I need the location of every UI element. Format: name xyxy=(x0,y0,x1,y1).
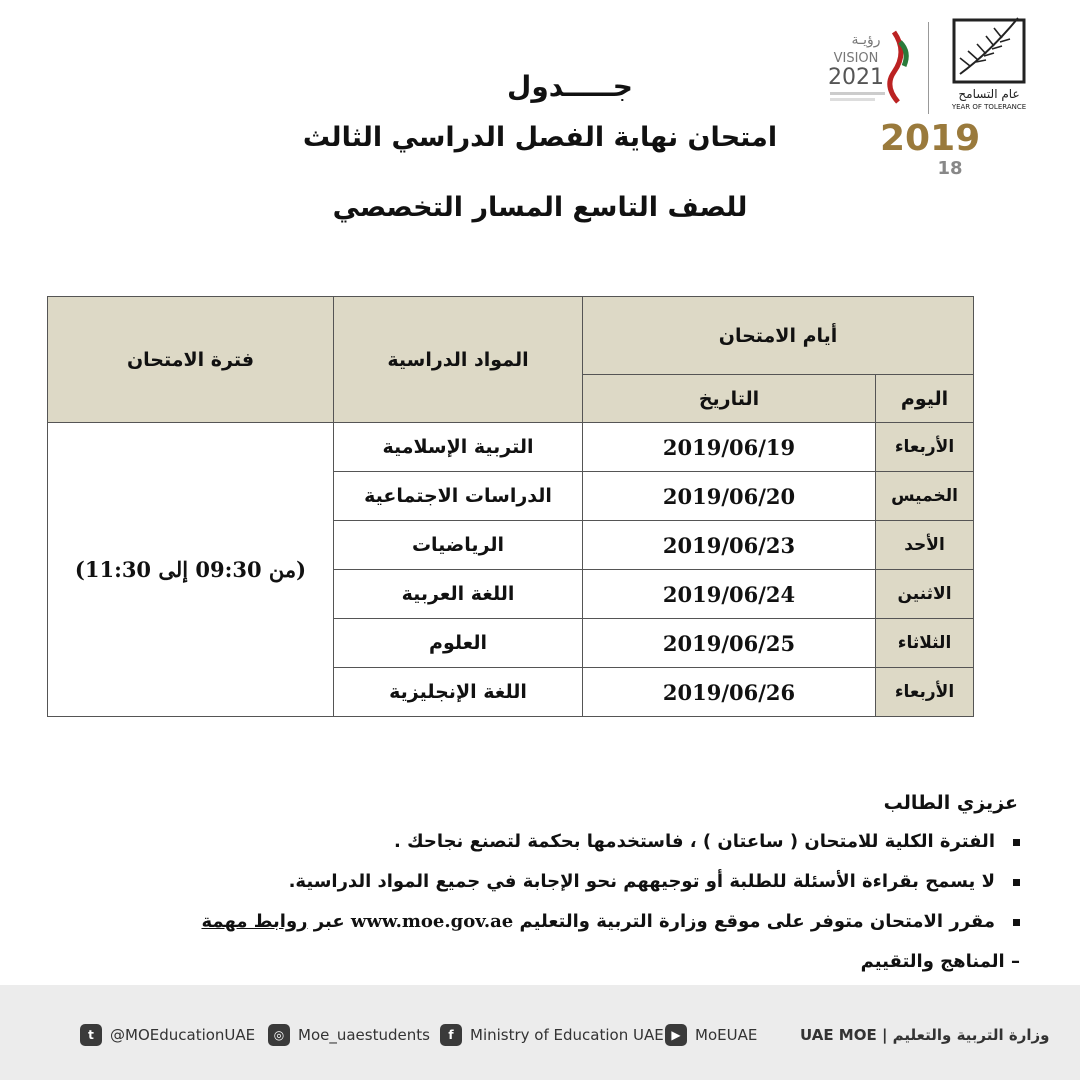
facebook-icon: f xyxy=(440,1024,462,1046)
note-text: الفترة الكلية للامتحان ( ساعتان ) ، فاستخدمها بحكمة لتصنع نجاحك . xyxy=(393,831,995,852)
youtube-handle: MoEUAE xyxy=(695,1026,758,1044)
instagram-icon: ◎ xyxy=(268,1024,290,1046)
subject-cell: الرياضيات xyxy=(334,521,583,570)
date-cell: 2019/06/26 xyxy=(583,668,876,717)
footer-facebook[interactable] xyxy=(440,1022,664,1048)
date-cell: 2019/06/23 xyxy=(583,521,876,570)
date-cell: 2019/06/19 xyxy=(583,423,876,472)
exam-period-cell: (من 09:30 إلى 11:30) xyxy=(48,423,334,717)
day-cell: الثلاثاء xyxy=(876,619,974,668)
note-item xyxy=(200,902,1020,982)
header-day: اليوم xyxy=(876,375,974,423)
note-text: – المناهج والتقييم xyxy=(860,951,1020,972)
day-cell: الأربعاء xyxy=(876,423,974,472)
footer-ministry xyxy=(800,1022,1049,1048)
page-title: جـــــدول xyxy=(507,70,633,103)
grade-title: للصف التاسع المسار التخصصي xyxy=(332,192,748,223)
footer-twitter[interactable] xyxy=(80,1022,255,1048)
note-item xyxy=(394,822,1020,862)
subject-cell: اللغة العربية xyxy=(334,570,583,619)
bullet-icon xyxy=(1013,879,1020,886)
date-cell: 2019/06/20 xyxy=(583,472,876,521)
bullet-icon xyxy=(1013,919,1020,926)
header-date: التاريخ xyxy=(583,375,876,423)
moe-website-link[interactable]: www.moe.gov.ae xyxy=(350,911,514,932)
facebook-handle: Ministry of Education UAE xyxy=(470,1026,664,1044)
footer-youtube[interactable] xyxy=(665,1022,757,1048)
header-exam-days: أيام الامتحان xyxy=(583,297,974,375)
svg-text:YEAR OF TOLERANCE: YEAR OF TOLERANCE xyxy=(951,103,1027,111)
date-cell: 2019/06/24 xyxy=(583,570,876,619)
day-cell: الأحد xyxy=(876,521,974,570)
year-label: 2019 xyxy=(880,118,981,159)
important-links-link[interactable]: روابط مهمة xyxy=(201,911,308,932)
day-cell: الخميس xyxy=(876,472,974,521)
ministry-name: UAE MOE | وزارة التربية والتعليم xyxy=(800,1026,1050,1044)
header-subjects: المواد الدراسية xyxy=(334,297,583,423)
svg-text:2021: 2021 xyxy=(828,65,884,90)
note-item xyxy=(289,862,1020,902)
subject-cell: العلوم xyxy=(334,619,583,668)
svg-text:عام التسامح: عام التسامح xyxy=(958,87,1020,101)
note-text: عبر xyxy=(313,911,345,932)
footer-instagram[interactable] xyxy=(268,1022,430,1048)
note-text: مقرر الامتحان متوفر على موقع وزارة التربية والتعليم xyxy=(519,911,995,932)
exam-schedule-table xyxy=(47,296,974,717)
note-text: لا يسمح بقراءة الأسئلة للطلبة أو توجيههم نحو الإجابة في جميع المواد الدراسية. xyxy=(288,871,995,892)
instagram-handle: Moe_uaestudents xyxy=(298,1026,430,1044)
day-cell: الاثنين xyxy=(876,570,974,619)
subject-cell: اللغة الإنجليزية xyxy=(334,668,583,717)
bullet-icon xyxy=(1013,839,1020,846)
subject-cell: التربية الإسلامية xyxy=(334,423,583,472)
exam-title: امتحان نهاية الفصل الدراسي الثالث xyxy=(302,122,778,153)
youtube-icon: ▶ xyxy=(665,1024,687,1046)
twitter-handle: @MOEducationUAE xyxy=(110,1026,256,1044)
day-cell: الأربعاء xyxy=(876,668,974,717)
header-period: فترة الامتحان xyxy=(48,297,334,423)
svg-text:رؤيـة: رؤيـة xyxy=(851,32,881,48)
svg-text:VISION: VISION xyxy=(833,51,879,66)
twitter-icon: t xyxy=(80,1024,102,1046)
table-row xyxy=(48,423,974,472)
year-suffix: 18 xyxy=(937,158,963,179)
subject-cell: الدراسات الاجتماعية xyxy=(334,472,583,521)
date-cell: 2019/06/25 xyxy=(583,619,876,668)
notes-heading: عزيزي الطالب xyxy=(883,792,1018,814)
